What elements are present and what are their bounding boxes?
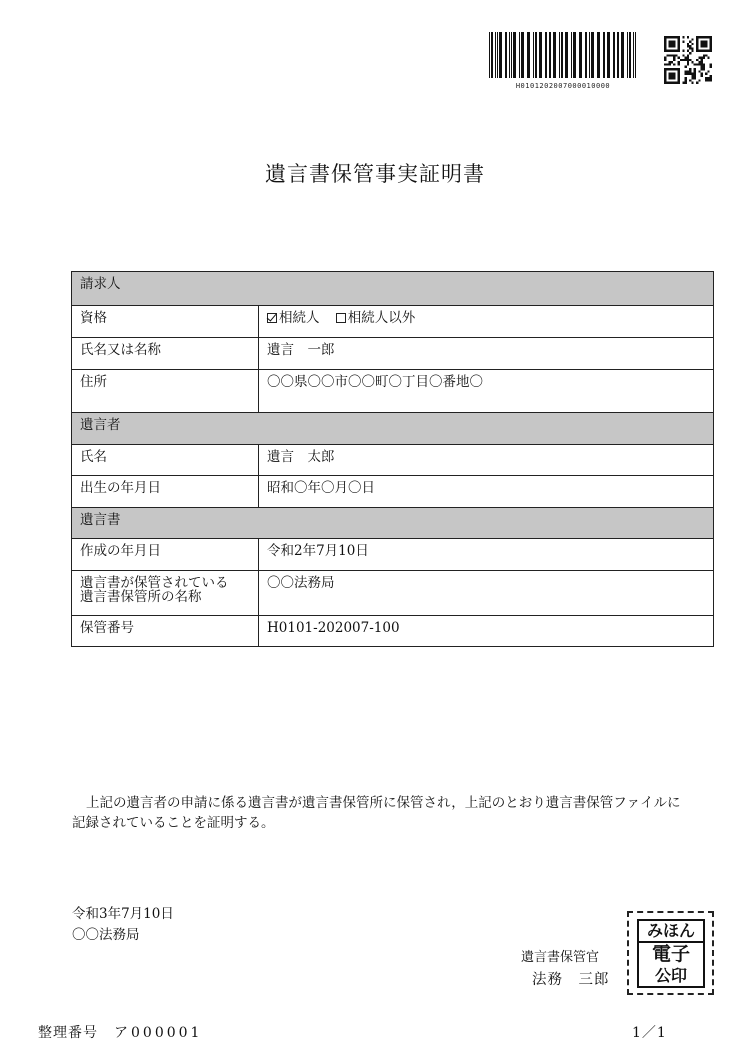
section-header-will (72, 507, 713, 538)
qr-module (687, 45, 689, 47)
qr-module (689, 70, 691, 72)
option-heir-label: 相続人 (279, 310, 320, 326)
barcode-bar (607, 32, 610, 78)
will-header: 遺言書 (80, 512, 121, 528)
barcode-bar (591, 32, 594, 78)
barcode-bar (495, 32, 496, 78)
qr-module (685, 59, 687, 61)
row-storage-number (72, 615, 713, 646)
barcode-bar (527, 32, 530, 78)
section-header-claimant (72, 272, 713, 305)
qr-module (682, 50, 684, 52)
issuing-office: 〇〇法務局 (72, 927, 140, 943)
barcode-bar (589, 32, 590, 78)
qr-module (671, 61, 673, 63)
qr-module (694, 63, 696, 65)
claimant-header: 請求人 (80, 276, 121, 292)
qr-module (682, 41, 684, 43)
qr-module (703, 57, 705, 59)
address-value: 〇〇県〇〇市〇〇町〇丁目〇番地〇 (267, 374, 483, 390)
qr-module (710, 75, 712, 77)
barcode-bar (603, 32, 605, 78)
qr-module (705, 77, 707, 79)
qr-module (687, 59, 689, 61)
qr-module (682, 82, 684, 84)
qr-module (701, 68, 703, 70)
qr-module (703, 63, 705, 65)
qr-module (691, 50, 693, 52)
qr-module (698, 63, 700, 65)
section-header-testator (72, 412, 713, 444)
qr-module (691, 47, 693, 49)
barcode-bar (513, 32, 516, 78)
qr-module (694, 73, 696, 75)
qr-module (707, 70, 709, 72)
row-birth-date (72, 475, 713, 507)
reference-label: 整理番号 (38, 1025, 98, 1041)
qr-module (694, 70, 696, 72)
barcode-bar (489, 32, 490, 78)
official-seal (627, 911, 714, 995)
document-title: 遺言書保管事実証明書 (265, 162, 485, 186)
barcode-bar (571, 32, 572, 78)
created-date-value: 令和2年7月10日 (267, 543, 369, 559)
qr-module (669, 63, 671, 65)
qr-module (687, 61, 689, 63)
qr-module (689, 79, 691, 81)
qr-module (685, 66, 687, 68)
row-storage-office (72, 570, 713, 615)
barcode-bar (549, 32, 551, 78)
barcode-bar (511, 32, 512, 78)
barcode-bars (487, 32, 639, 80)
barcode-bar (535, 32, 537, 78)
qr-module (698, 61, 700, 63)
qr-module (707, 77, 709, 79)
barcode-bar (565, 32, 568, 78)
storage-office-label-line1: 遺言書が保管されている (80, 575, 229, 591)
qr-module (687, 70, 689, 72)
qr-module (689, 73, 691, 75)
option-non-heir-label: 相続人以外 (347, 310, 416, 326)
row-created-date (72, 538, 713, 570)
qr-module (669, 41, 676, 48)
barcode-bar (533, 32, 534, 78)
qr-module (678, 61, 680, 63)
qr-module (689, 47, 691, 49)
qr-module (689, 41, 691, 43)
qr-module (685, 70, 687, 72)
birth-date-label: 出生の年月日 (72, 476, 259, 507)
claimant-name-label: 氏名又は名称 (72, 338, 259, 369)
empty-checkbox-icon (336, 313, 346, 323)
page-number: 1／1 (632, 1025, 667, 1041)
barcode-bar (585, 32, 587, 78)
qr-module (687, 54, 689, 56)
row-address (72, 369, 713, 412)
storage-office-value: 〇〇法務局 (267, 575, 335, 591)
qr-module (664, 63, 666, 65)
reference-number: ア000001 (114, 1025, 203, 1041)
qr-module (689, 68, 691, 70)
qr-module (666, 63, 668, 65)
qr-module (710, 63, 712, 65)
qr-module (703, 54, 705, 56)
qr-module (689, 52, 691, 54)
testator-header: 遺言者 (80, 417, 121, 433)
claimant-name-value: 遺言 一郎 (267, 342, 335, 358)
barcode-bar (499, 32, 502, 78)
qr-module (701, 57, 703, 59)
barcode-bar (573, 32, 576, 78)
storage-number-value: H0101-202007-100 (267, 620, 400, 636)
address-label: 住所 (72, 370, 259, 412)
qr-module (710, 79, 712, 81)
qr-module (669, 73, 676, 80)
qr-module (673, 57, 675, 59)
qr-module (687, 73, 689, 75)
qr-module (698, 79, 700, 81)
qr-module (685, 73, 687, 75)
qr-module (671, 54, 673, 56)
storage-office-label (72, 571, 259, 615)
barcode-bar (497, 32, 498, 78)
barcode-bar (629, 32, 631, 78)
barcode-bar (621, 32, 624, 78)
qr-module (682, 59, 684, 61)
qr-module (698, 70, 700, 72)
barcode (487, 32, 639, 90)
qr-module (685, 57, 687, 59)
certificate-table (71, 271, 714, 647)
qr-module (696, 82, 698, 84)
birth-date-value: 昭和〇年〇月〇日 (267, 480, 375, 496)
qr-module (691, 43, 693, 45)
qr-module (701, 63, 703, 65)
barcode-bar (509, 32, 510, 78)
option-heir (267, 310, 320, 326)
qr-module (673, 54, 675, 56)
barcode-bar (617, 32, 619, 78)
barcode-bar (633, 32, 634, 78)
barcode-bar (635, 32, 636, 78)
qr-module (698, 57, 700, 59)
qr-module (685, 77, 687, 79)
qualification-value (259, 306, 713, 337)
qualification-label: 資格 (72, 306, 259, 337)
barcode-bar (613, 32, 615, 78)
qr-module (694, 75, 696, 77)
option-non-heir (336, 310, 416, 326)
storage-number-label: 保管番号 (72, 616, 259, 646)
qr-module (694, 77, 696, 79)
qr-module (705, 54, 707, 56)
row-qualification (72, 305, 713, 337)
qr-module (701, 73, 703, 75)
barcode-bar (505, 32, 507, 78)
qr-module (696, 59, 698, 61)
qr-module (687, 50, 689, 52)
row-claimant-name (72, 337, 713, 369)
qr-module (687, 36, 689, 38)
qr-module (710, 66, 712, 68)
qr-module (689, 45, 691, 47)
qr-module (707, 79, 709, 81)
barcode-bar (559, 32, 560, 78)
qr-module (687, 43, 689, 45)
qr-module (705, 79, 707, 81)
certification-statement: 上記の遺言者の申請に係る遺言書が遺言書保管所に保管され，上記のとおり遺言書保管ファイルに記録されていることを証明する。 (72, 795, 681, 831)
officer-title: 遺言書保管官 (521, 950, 600, 965)
qr-module (685, 79, 687, 81)
qr-module (685, 82, 687, 84)
barcode-bar (597, 32, 600, 78)
barcode-bar (519, 32, 520, 78)
created-date-label: 作成の年月日 (72, 539, 259, 570)
barcode-bar (521, 32, 524, 78)
qr-module (691, 61, 693, 63)
qr-module (696, 63, 698, 65)
qr-module (669, 61, 671, 63)
issue-date: 令和3年7月10日 (72, 906, 174, 922)
barcode-bar (539, 32, 542, 78)
qr-module (691, 73, 693, 75)
qr-module (678, 57, 680, 59)
testator-name-label: 氏名 (72, 445, 259, 475)
qr-module (687, 63, 689, 65)
qr-code-icon (664, 36, 712, 84)
qr-module (701, 61, 703, 63)
qr-module (682, 54, 684, 56)
barcode-bar (545, 32, 547, 78)
barcode-bar (627, 32, 628, 78)
qr-module (701, 59, 703, 61)
qr-module (687, 57, 689, 59)
barcode-bar (561, 32, 563, 78)
qr-module (694, 68, 696, 70)
checked-checkbox-icon (267, 313, 277, 323)
qr-module (710, 77, 712, 79)
qr-module (701, 66, 703, 68)
qr-module (691, 77, 693, 79)
qr-module (689, 59, 691, 61)
seal-line-2: 電子 (651, 943, 690, 965)
qr-module (701, 75, 703, 77)
qr-module (707, 57, 709, 59)
qr-module (664, 59, 666, 61)
barcode-number: H0101202007000010000 (515, 82, 611, 90)
qr-module (691, 82, 693, 84)
qr-module (703, 68, 705, 70)
seal-line-3: 公印 (654, 966, 687, 985)
qr-module (682, 36, 684, 38)
qr-module (666, 54, 668, 56)
seal-line-1: みほん (639, 921, 703, 943)
seal-stamp (637, 919, 705, 988)
qr-module (669, 54, 671, 56)
barcode-bar (579, 32, 582, 78)
barcode-bar (553, 32, 556, 78)
storage-office-label-line2: 遺言書保管所の名称 (80, 589, 202, 605)
qr-module (691, 75, 693, 77)
officer-name: 法務 三郎 (532, 972, 610, 988)
qr-module (673, 63, 675, 65)
qr-module (705, 73, 707, 75)
qr-module (691, 38, 693, 40)
qr-module (680, 59, 682, 61)
qr-module (701, 41, 708, 48)
testator-name-value: 遺言 太郎 (267, 449, 335, 465)
qr-module (664, 57, 666, 59)
qr-module (675, 54, 677, 56)
qr-module (678, 63, 680, 65)
qr-module (673, 59, 675, 61)
row-testator-name (72, 444, 713, 475)
barcode-bar (491, 32, 493, 78)
qr-module (703, 66, 705, 68)
